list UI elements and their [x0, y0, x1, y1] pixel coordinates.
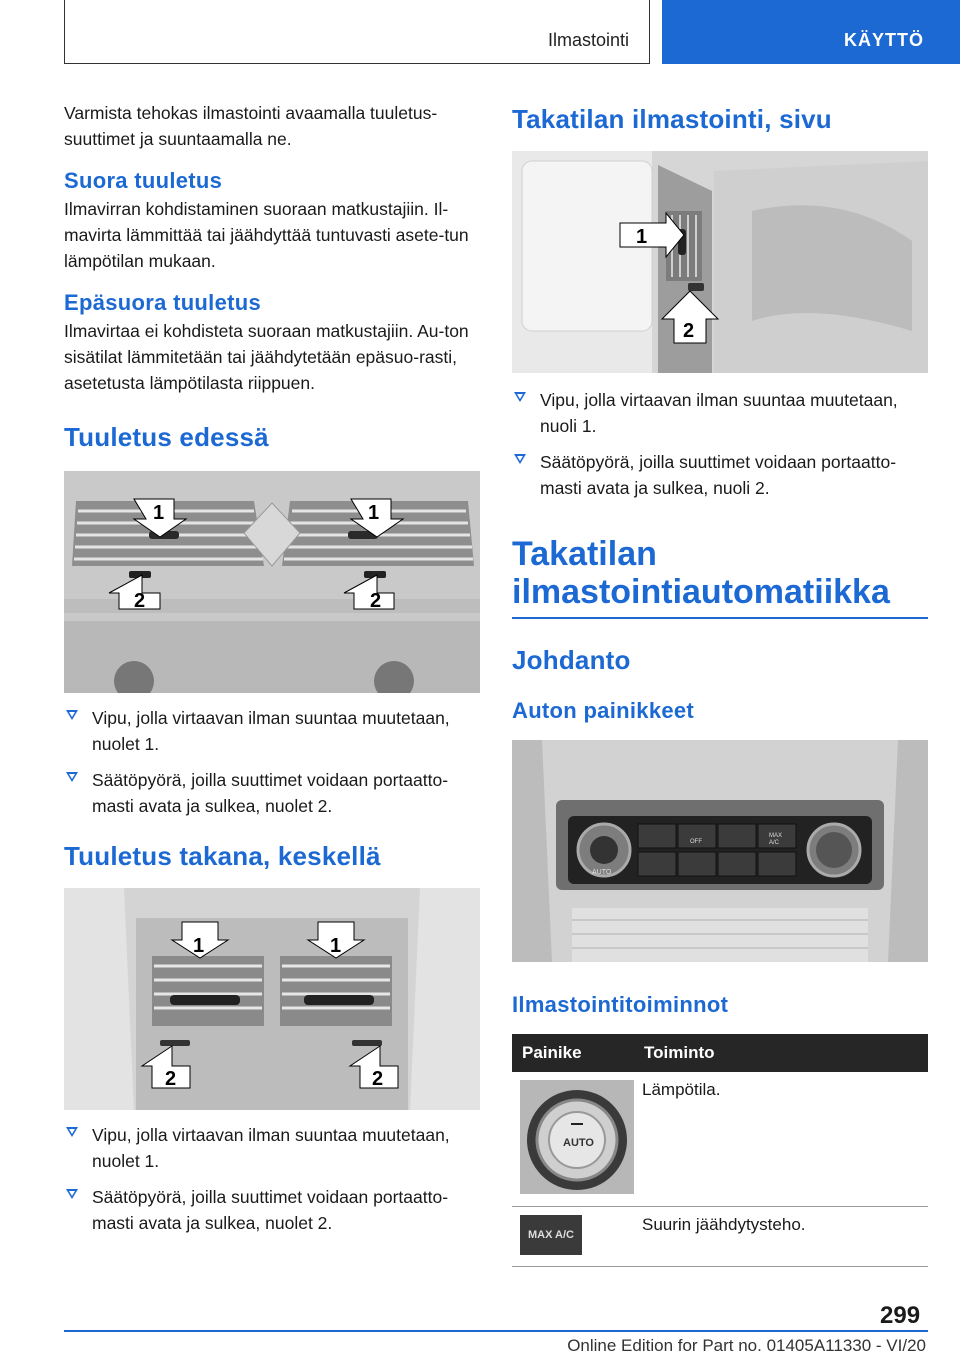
list-item: Vipu, jolla virtaavan ilman suuntaa muutetaan, nuoli 1. — [512, 387, 928, 439]
direct-ventilation-heading: Suora tuuletus — [64, 168, 223, 193]
header-section-box — [64, 0, 650, 64]
header-chapter-tab — [662, 0, 960, 64]
front-arrow-1-left-label: 1 — [153, 502, 165, 524]
side-arrow-1-label: 1 — [636, 226, 648, 248]
right-column — [512, 100, 928, 1267]
table-cell-function: Lämpötila. — [634, 1072, 928, 1206]
introduction-heading: Johdanto — [512, 645, 631, 675]
climate-functions-table — [512, 1034, 928, 1267]
side-arrow-2-label: 2 — [683, 320, 695, 342]
bullet-triangle-icon — [514, 392, 526, 402]
table-header-row — [512, 1034, 928, 1072]
list-item: Vipu, jolla virtaavan ilman suuntaa muutetaan, nuolet 1. — [64, 705, 480, 757]
table-header-button: Painike — [512, 1034, 634, 1072]
header-chapter-title: KÄYTTÖ — [844, 30, 924, 50]
left-column — [64, 100, 480, 1246]
list-item: Säätöpyörä, joilla suuttimet voidaan portaatto-masti avata ja sulkea, nuolet 2. — [64, 1184, 480, 1236]
rear-climate-panel-photo — [512, 740, 928, 962]
indirect-ventilation-text: Ilmavirtaa ei kohdisteta suoraan matkustajiin. Au-ton sisätilat lämmitetään tai jäähdytetään epäsuo-rasti, asetetusta lämpötilasta riippuen. — [64, 321, 469, 393]
bullet-triangle-icon — [66, 710, 78, 720]
rear-side-heading: Takatilan ilmastointi, sivu — [512, 104, 832, 134]
table-row — [512, 1072, 928, 1206]
panel-auto-label: AUTO — [592, 869, 612, 876]
footer-rule — [64, 1330, 928, 1332]
bullet-triangle-icon — [514, 454, 526, 464]
indirect-ventilation-heading: Epäsuora tuuletus — [64, 290, 262, 315]
header-section-title: Ilmastointi — [547, 30, 629, 50]
vehicle-buttons-heading: Auton painikkeet — [512, 698, 695, 723]
rear-arrow-2-right-label: 2 — [372, 1068, 384, 1090]
list-item: Säätöpyörä, joilla suuttimet voidaan portaatto-masti avata ja sulkea, nuoli 2. — [512, 449, 928, 501]
table-row — [512, 1206, 928, 1266]
rear-side-photo — [512, 151, 928, 373]
climate-functions-heading: Ilmastointitoiminnot — [512, 992, 729, 1017]
rear-side-list — [512, 387, 928, 501]
panel-off-label: OFF — [690, 839, 702, 845]
chapter-title-rule — [512, 617, 928, 619]
temperature-knob-icon — [520, 1080, 634, 1194]
front-arrow-2-left-label: 2 — [134, 590, 146, 612]
bullet-triangle-icon — [66, 1127, 78, 1137]
panel-ac-label: A/C — [769, 840, 780, 846]
table-cell-function: Suurin jäähdytysteho. — [634, 1206, 928, 1266]
svg-text:AUTO: AUTO — [563, 1137, 594, 1149]
rear-automatic-climate-chapter-title: Takatilan ilmastointiautomatiikka — [512, 535, 890, 611]
intro-paragraph: Varmista tehokas ilmastointi avaamalla tuuletus-suuttimet ja suuntaamalla ne. — [64, 103, 438, 149]
front-vents-heading: Tuuletus edessä — [64, 422, 269, 452]
list-item: Säätöpyörä, joilla suuttimet voidaan portaatto-masti avata ja sulkea, nuolet 2. — [64, 767, 480, 819]
rear-center-vents-heading: Tuuletus takana, keskellä — [64, 841, 381, 871]
rear-center-vents-photo — [64, 888, 480, 1110]
panel-max-label: MAX — [769, 833, 783, 839]
rear-arrow-2-left-label: 2 — [165, 1068, 177, 1090]
rear-arrow-1-right-label: 1 — [330, 935, 342, 957]
front-arrow-1-right-label: 1 — [368, 502, 380, 524]
footer-edition-text: Online Edition for Part no. 01405A11330 - VI/20 — [567, 1336, 926, 1355]
table-header-function: Toiminto — [634, 1034, 928, 1072]
list-item: Vipu, jolla virtaavan ilman suuntaa muutetaan, nuolet 1. — [64, 1122, 480, 1174]
rear-center-vents-list — [64, 1122, 480, 1236]
front-arrow-2-right-label: 2 — [370, 590, 382, 612]
page-number: 299 — [880, 1302, 921, 1329]
bullet-triangle-icon — [66, 1189, 78, 1199]
front-vents-photo — [64, 471, 480, 693]
direct-ventilation-text: Ilmavirran kohdistaminen suoraan matkustajiin. Il-mavirta lämmittää tai jäähdyttää tuntuvasti asete-tun lämpötilan mukaan. — [64, 199, 469, 271]
bullet-triangle-icon — [66, 772, 78, 782]
max-ac-button-icon: MAX A/C — [520, 1215, 582, 1255]
rear-arrow-1-left-label: 1 — [193, 935, 205, 957]
front-vents-list — [64, 705, 480, 819]
